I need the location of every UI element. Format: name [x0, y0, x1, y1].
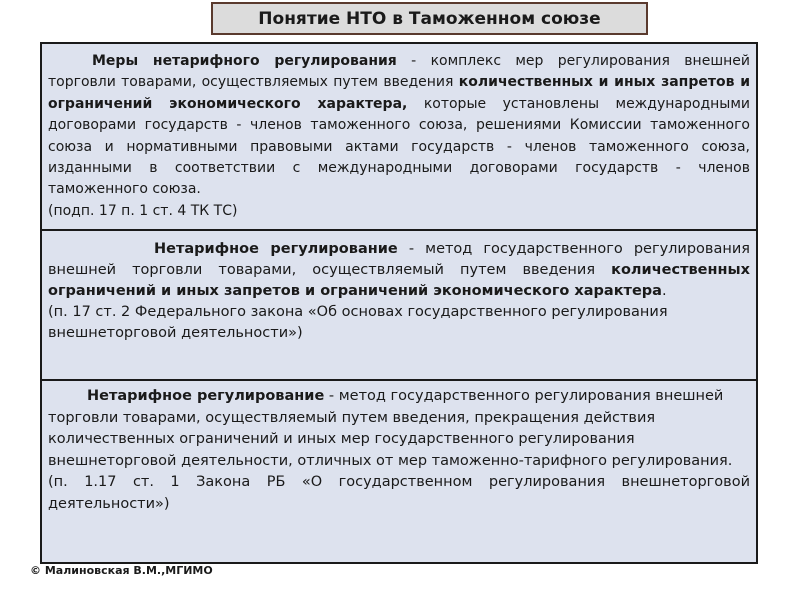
panel-reference: (п. 1.17 ст. 1 Закона РБ «О государственном регулирования внешнеторговой деятельности») — [48, 474, 750, 512]
panel-text-a: - комплекс мер регулирования внешней торговли товарами, осуществляемых путем введения — [48, 53, 750, 91]
panel-term: Нетарифное регулирование — [87, 388, 325, 404]
panel-reference: (п. 17 ст. 2 Федерального закона «Об основах государственного регулирования внешнеторговой деятельности») — [48, 304, 668, 341]
panel-term: Меры нетарифного регулирования — [92, 53, 397, 69]
definition-panel-tk-ts — [40, 42, 758, 244]
panel-text — [48, 239, 750, 344]
panel-text-a: - метод государственного регулирования внешней торговли товарами, осуществляемый путем введения, прекращения действия количественных ограничений и иных мер государственного регулирования внешнеторговой деятельности, отличных от мер таможенно-тарифного регулирования. — [48, 388, 733, 469]
panel-term: Нетарифное регулирование — [154, 241, 398, 257]
panel-bold-a: количественных и иных запретов и ограничений экономического характера, — [48, 74, 751, 112]
copyright-footer: © Малиновская В.М.,МГИМО — [30, 564, 213, 577]
panel-text — [48, 51, 750, 222]
definition-panel-rb-law — [40, 379, 758, 564]
panel-text — [48, 386, 750, 515]
panel-text-b: которые установлены международными договорами государств - членов таможенного союза, решениями Комиссии таможенного союза и нормативными правовыми актами государств - членов таможенного союза, изданными в соответствии с международными договорами государств - членов таможенного союза. — [48, 95, 750, 198]
panel-text-a: - метод государственного регулирования внешней торговли товарами, осуществляемый путем введения — [48, 241, 750, 278]
definition-panel-federal-law — [40, 229, 758, 392]
panel-bold-a: количественных ограничений и иных запретов и ограничений экономического характера — [48, 262, 750, 299]
panel-text-b: . — [661, 283, 667, 299]
slide-title-box — [211, 2, 648, 35]
slide-title: Понятие НТО в Таможенном союзе — [258, 8, 601, 29]
panel-reference: (подп. 17 п. 1 ст. 4 ТК ТС) — [48, 202, 238, 219]
